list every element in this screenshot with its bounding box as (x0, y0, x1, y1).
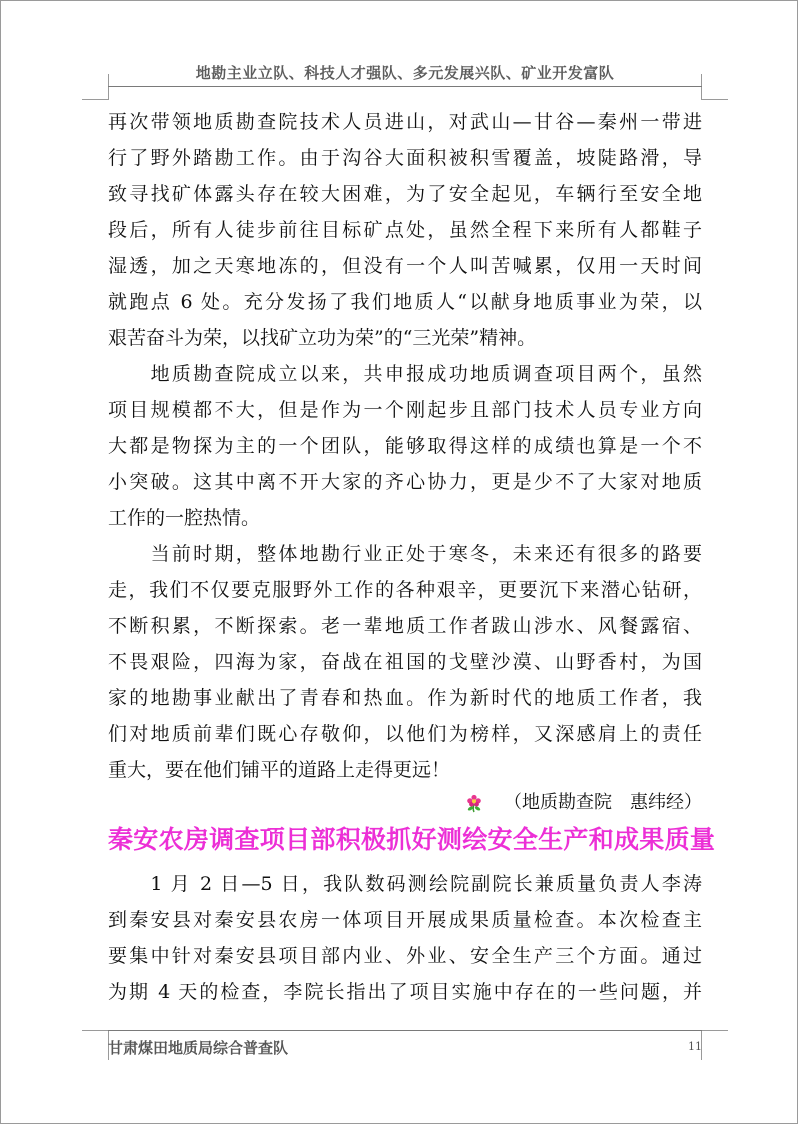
body-line: 家的地勘事业献出了青春和热血。作为新时代的地质工作者，我 (108, 687, 702, 709)
header-rule (108, 86, 702, 87)
body-line: 走，我们不仅要克服野外工作的各种艰辛，更要沉下来潜心钻研， (108, 579, 702, 601)
body-line: 艰苦奋斗为荣，以找矿立功为荣”的“三光荣”精神。 (108, 327, 537, 349)
crop-mark (701, 1030, 728, 1031)
body-line: 们对地质前辈们既心存敬仰，以他们为榜样，又深感肩上的责任 (108, 723, 702, 745)
crop-mark (82, 1030, 109, 1031)
body-line: 再次带领地质勘查院技术人员进山，对武山—甘谷—秦州一带进 (108, 111, 702, 133)
article-title: 秦安农房调查项目部积极抓好测绘安全生产和成果质量 (108, 825, 716, 854)
body-line: 项目规模都不大，但是作为一个刚起步且部门技术人员专业方向 (108, 399, 702, 421)
body-line: 致寻找矿体露头存在较大困难，为了安全起见，车辆行至安全地 (108, 183, 702, 205)
article-line: 要集中针对秦安县项目部内业、外业、安全生产三个方面。通过 (108, 945, 702, 967)
body-line: 重大，要在他们铺平的道路上走得更远！ (108, 759, 451, 781)
article-line: 到秦安县对秦安县农房一体项目开展成果质量检查。本次检查主 (108, 909, 702, 931)
page-header: 地勘主业立队、科技人才强队、多元发展兴队、矿业开发富队 (195, 64, 615, 82)
article-line: 1 月 2 日—5 日，我队数码测绘院副院长兼质量负责人李涛 (108, 873, 702, 895)
body-line: 小突破。这其中离不开大家的齐心协力，更是少不了大家对地质 (108, 471, 702, 493)
crop-mark (701, 99, 728, 100)
page-number: 11 (688, 1040, 702, 1053)
body-line: 不畏艰险，四海为家，奋战在祖国的戈壁沙漠、山野香村，为国 (108, 651, 702, 673)
signature: （地质勘查院 惠纬经） (504, 792, 702, 813)
article-line: 为期 4 天的检查，李院长指出了项目实施中存在的一些问题，并 (108, 981, 702, 1003)
body-line: 工作的一腔热情。 (108, 507, 261, 529)
crop-mark (82, 99, 109, 100)
body-line: 行了野外踏勘工作。由于沟谷大面积被积雪覆盖，坡陡路滑，导 (108, 147, 702, 169)
footer-rule (108, 1030, 702, 1031)
body-line: 段后，所有人徒步前往目标矿点处，虽然全程下来所有人都鞋子 (108, 219, 702, 241)
body-line: 不断积累，不断探索。老一辈地质工作者跋山涉水、风餐露宿、 (108, 615, 702, 637)
body-line: 当前时期，整体地勘行业正处于寒冬，未来还有很多的路要 (108, 543, 702, 565)
footer-org: 甘肃煤田地质局综合普查队 (108, 1039, 289, 1057)
body-line: 就跑点 6 处。充分发扬了我们地质人“以献身地质事业为荣，以 (108, 291, 702, 313)
body-line: 大都是物探为主的一个团队，能够取得这样的成绩也算是一个不 (108, 435, 702, 457)
body-line: 湿透，加之天寒地冻的，但没有一个人叫苦喊累，仅用一天时间 (108, 255, 702, 277)
body-line: 地质勘查院成立以来，共申报成功地质调查项目两个，虽然 (108, 363, 702, 385)
